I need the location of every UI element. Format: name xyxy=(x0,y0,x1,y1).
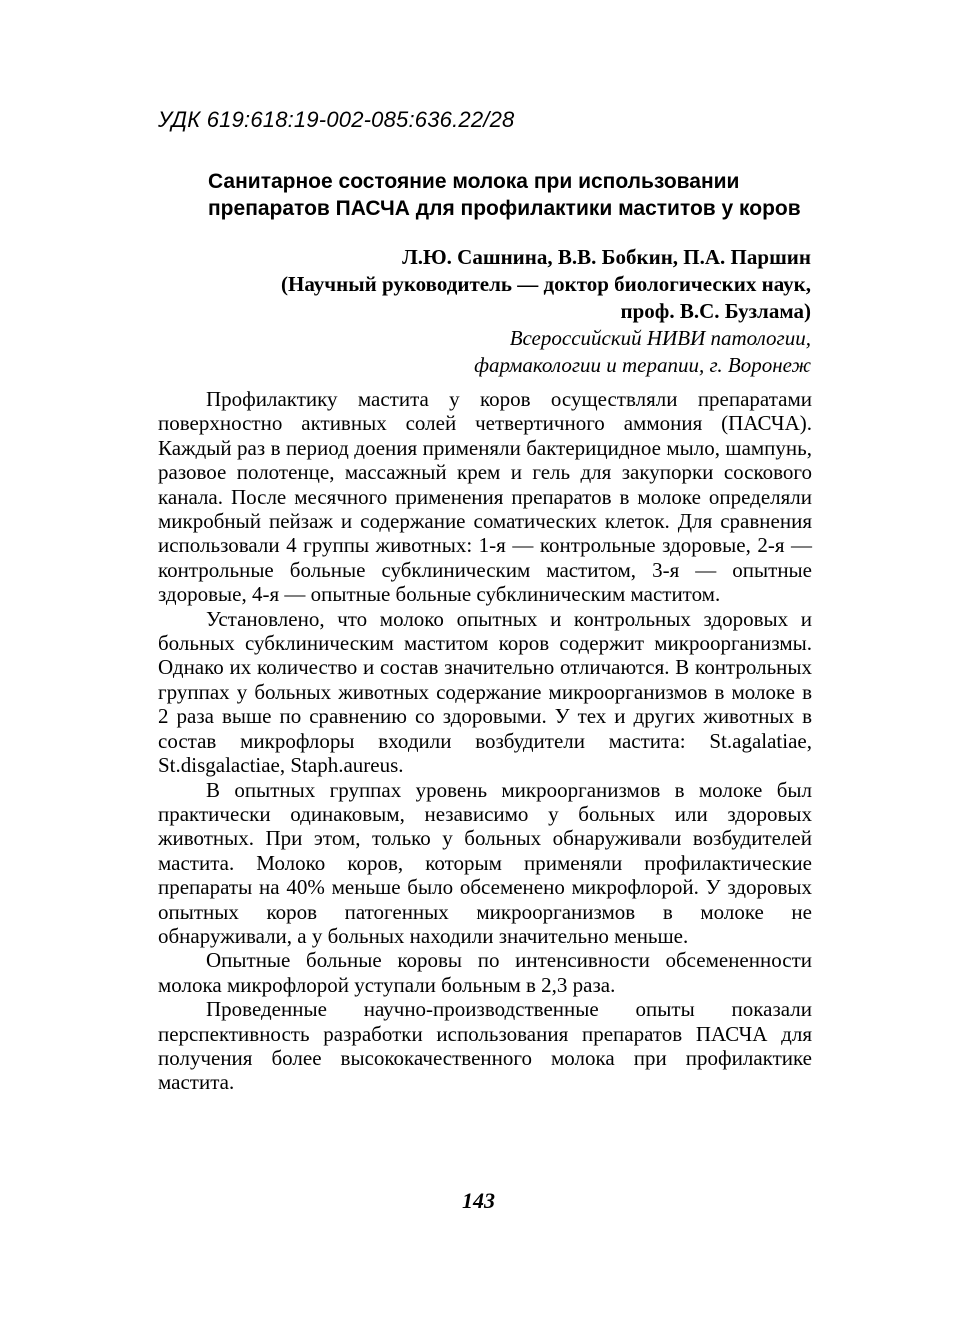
affiliation-line: фармакологии и терапии, г. Воронеж xyxy=(474,353,811,377)
authors-block xyxy=(281,244,811,379)
author-names: Л.Ю. Сашнина, В.В. Бобкин, П.А. Паршин xyxy=(402,245,811,269)
paragraph: Опытные больные коровы по интенсивности обсемененности молока микрофлорой уступали больным в 2,3 раза. xyxy=(158,948,812,997)
page-number: 143 xyxy=(462,1188,495,1213)
paragraph: Профилактику мастита у коров осуществляли препаратами поверхностно активных солей четвертичного аммония (ПАСЧА). Каждый раз в период доения применяли бактерицидное мыло, шампунь, разовое полотенце, массажный крем и гель для закупорки соскового канала. После месячного применения препаратов в молоке определяли микробный пейзаж и содержание соматических клеток. Для сравнения использовали 4 группы животных: 1-я — контрольные здоровые, 2-я — контрольные больные субклиническим маститом, 3-я — опытные здоровые, 4-я — опытные больные субклиническим маститом. xyxy=(158,387,812,607)
title-line: Санитарное состояние молока при использовании xyxy=(208,170,740,193)
paragraph: Проведенные научно-производственные опыты показали перспективность разработки использования препаратов ПАСЧА для получения более высококачественного молока при профилактике мастита. xyxy=(158,997,812,1095)
advisor-line: проф. В.С. Бузлама) xyxy=(620,299,811,323)
advisor-line: (Научный руководитель — доктор биологических наук, xyxy=(281,272,811,296)
article-title xyxy=(208,168,848,222)
title-line: препаратов ПАСЧА для профилактики маститов у коров xyxy=(208,197,801,220)
paragraph: В опытных группах уровень микроорганизмов в молоке был практически одинаковым, независимо у больных или здоровых животных. При этом, только у больных обнаруживали возбудителей мастита. Молоко коров, которым применяли профилактические препараты на 40% меньше было обсеменено микрофлорой. У здоровых опытных коров патогенных микроорганизмов в молоке не обнаруживали, а у больных находили значительно меньше. xyxy=(158,777,812,948)
udk-code: УДК 619:618:19-002-085:636.22/28 xyxy=(158,107,515,132)
paragraph: Установлено, что молоко опытных и контрольных здоровых и больных субклиническим маститом коров содержит микроорганизмы. Однако их количество и состав значительно отличаются. В контрольных группах у больных животных содержание микроорганизмов в молоке в 2 раза выше по сравнению со здоровыми. У тех и других животных в состав микрофлоры входили возбудители мастита: St.agalatiae, St.disgalactiae, Staph.aureus. xyxy=(158,606,812,778)
article-body xyxy=(158,387,812,1095)
affiliation-line: Всероссийский НИВИ патологии, xyxy=(509,326,811,350)
